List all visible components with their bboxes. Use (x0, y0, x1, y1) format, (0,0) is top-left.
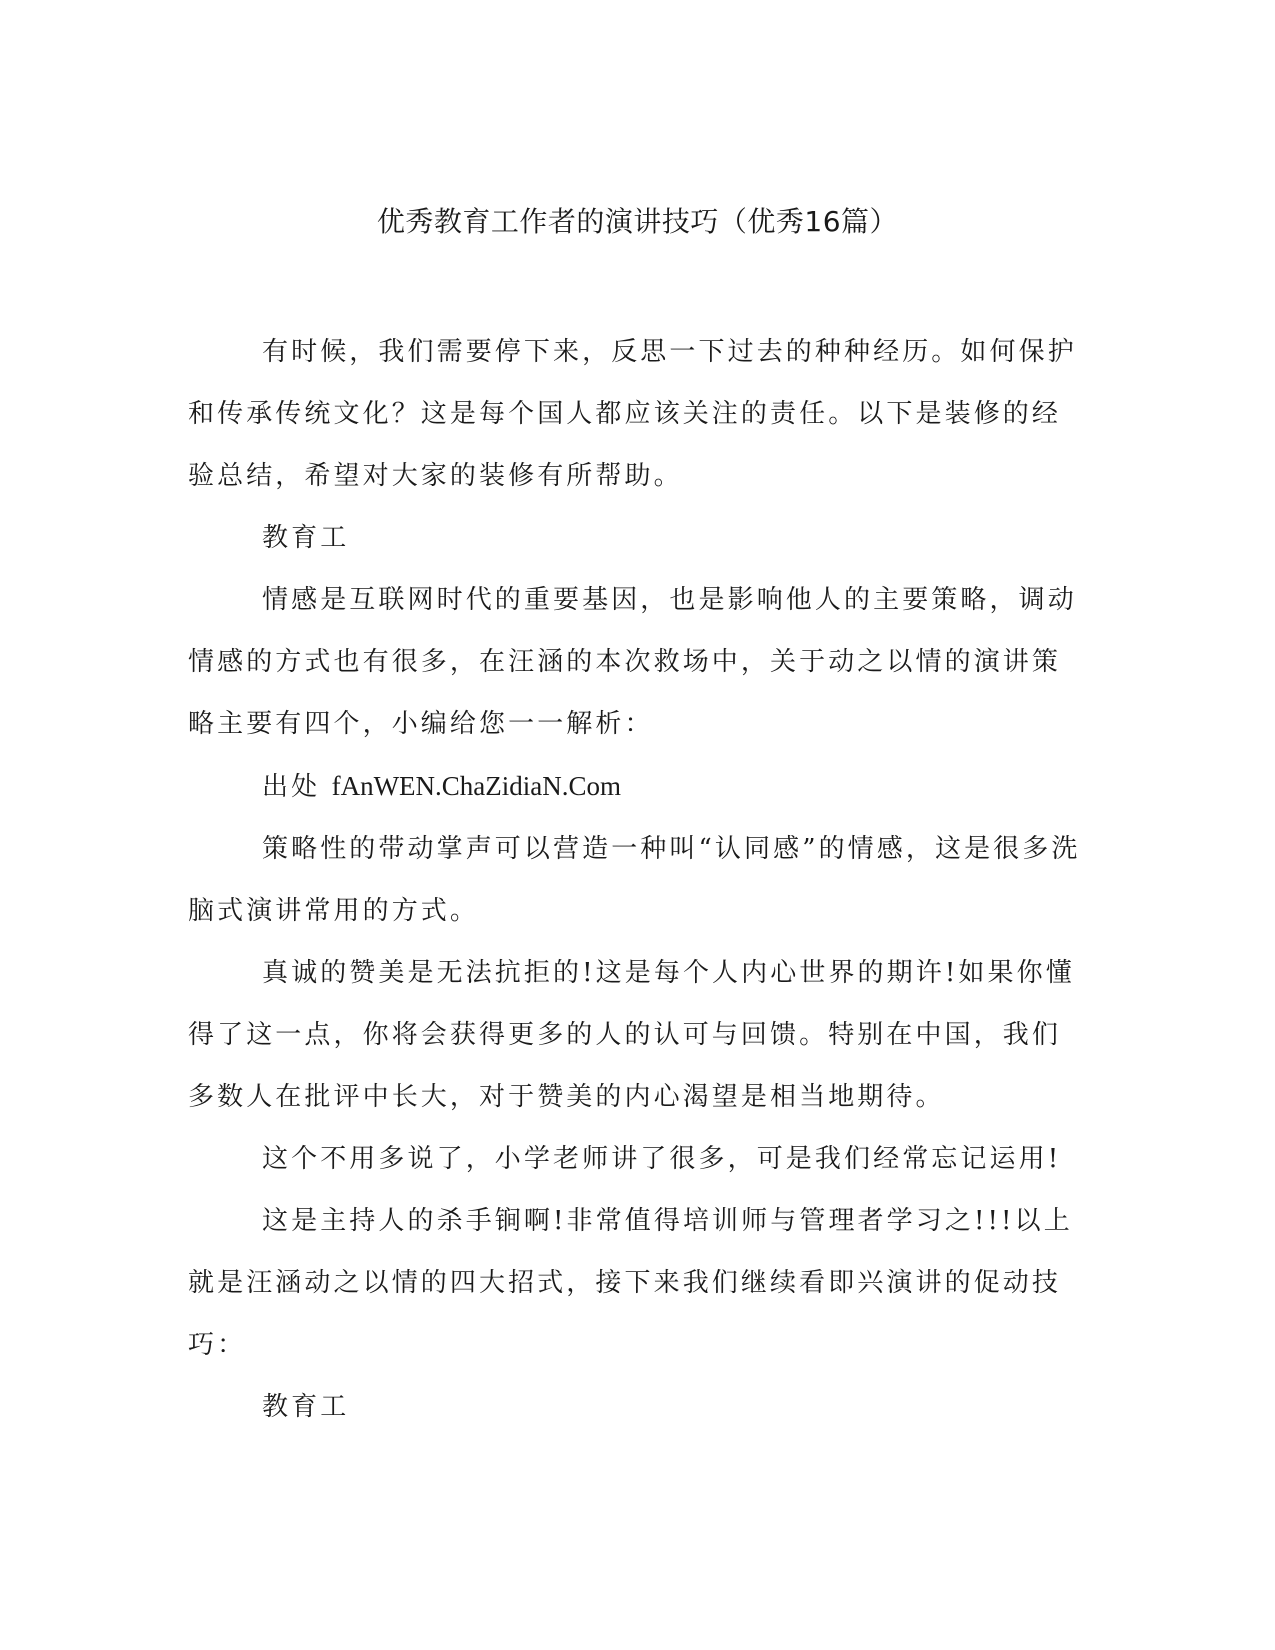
text-line: 这个不用多说了，小学老师讲了很多，可是我们经常忘记运用! (262, 1144, 1062, 1174)
text-line: 情感是互联网时代的重要基因，也是影响他人的主要策略，调动 (262, 585, 1077, 615)
section-label (188, 1376, 1070, 1438)
paragraph-summary (188, 1190, 1073, 1376)
text-line: 略主要有四个，小编给您一一解析： (188, 709, 654, 739)
text-line: 教育工 (262, 1392, 350, 1422)
section-label (188, 507, 1070, 569)
source-line (188, 755, 1070, 818)
source-text: fAnWEN.ChaZidiaN.Com (331, 771, 622, 801)
text-line: 和传承传统文化？这是每个国人都应该关注的责任。以下是装修的经 (188, 399, 1062, 429)
source-label: 出处 (262, 772, 321, 802)
paragraph-intro (188, 321, 1077, 507)
paragraph-applause (188, 818, 1081, 942)
text-line: 这是主持人的杀手锏啊!非常值得培训师与管理者学习之!!!以上 (262, 1206, 1073, 1236)
document-body (188, 321, 1081, 1438)
text-line: 教育工 (262, 523, 350, 553)
paragraph-emotion (188, 569, 1077, 755)
source-line-text (188, 755, 1070, 818)
text-line: 策略性的带动掌声可以营造一种叫“认同感”的情感，这是很多洗 (262, 834, 1081, 864)
text-line: 多数人在批评中长大，对于赞美的内心渴望是相当地期待。 (188, 1082, 945, 1112)
text-line: 脑式演讲常用的方式。 (188, 896, 480, 926)
text-line: 情感的方式也有很多，在汪涵的本次救场中，关于动之以情的演讲策 (188, 647, 1062, 677)
text-line: 就是汪涵动之以情的四大招式，接下来我们继续看即兴演讲的促动技 (188, 1268, 1062, 1298)
text-line: 真诚的赞美是无法抗拒的!这是每个人内心世界的期许!如果你懂 (262, 958, 1075, 988)
text-line: 有时候，我们需要停下来，反思一下过去的种种经历。如何保护 (262, 337, 1077, 367)
text-line: 巧： (188, 1330, 247, 1360)
text-line: 得了这一点，你将会获得更多的人的认可与回馈。特别在中国，我们 (188, 1020, 1062, 1050)
paragraph-reminder (188, 1128, 1070, 1190)
text-line: 验总结，希望对大家的装修有所帮助。 (188, 461, 683, 491)
paragraph-praise (188, 942, 1075, 1128)
document-title: 优秀教育工作者的演讲技巧（优秀16篇） (376, 205, 899, 238)
